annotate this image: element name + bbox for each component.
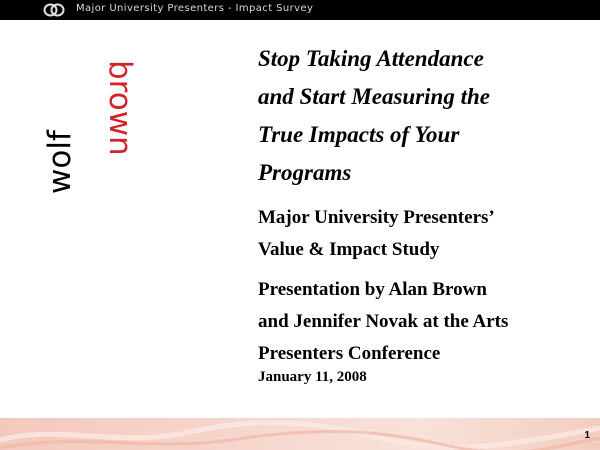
header-title: Major University Presenters - Impact Survey xyxy=(76,3,314,14)
interlocking-rings-icon xyxy=(42,2,66,18)
presenter-line: and Jennifer Novak at the Arts xyxy=(258,311,509,332)
presenter-line: Presenters Conference xyxy=(258,343,441,364)
title-line: Stop Taking Attendance xyxy=(258,46,484,71)
presenter-info xyxy=(258,274,588,370)
logo-word-wolf: wolf xyxy=(42,130,78,194)
subtitle-line: Value & Impact Study xyxy=(258,239,440,260)
slide-content xyxy=(258,40,588,387)
decorative-swirl xyxy=(0,418,600,450)
presentation-date: January 11, 2008 xyxy=(258,369,367,385)
subtitle-line: Major University Presenters’ xyxy=(258,207,495,228)
title-line: Programs xyxy=(258,160,352,185)
title-line: and Start Measuring the xyxy=(258,84,490,109)
presenter-line: Presentation by Alan Brown xyxy=(258,279,487,300)
footer-band xyxy=(0,418,600,450)
study-name xyxy=(258,202,588,266)
header-bar xyxy=(0,0,600,20)
logo-word-brown: brown xyxy=(102,60,138,156)
wolfbrown-logo xyxy=(42,52,144,202)
page-number: 1 xyxy=(584,430,590,441)
title-line: True Impacts of Your xyxy=(258,122,460,147)
slide-title xyxy=(258,40,588,192)
